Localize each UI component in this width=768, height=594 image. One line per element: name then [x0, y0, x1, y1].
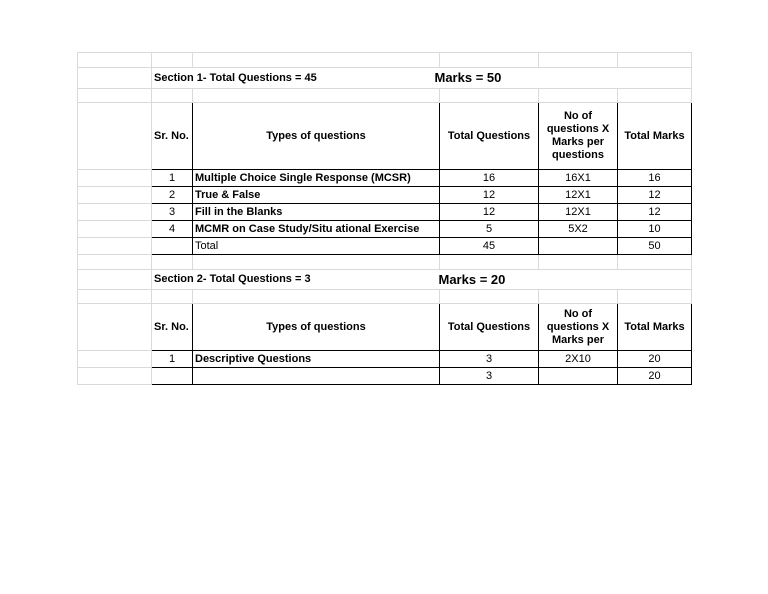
header-sr-no: Sr. No. — [152, 103, 193, 170]
cell-calc: 12X1 — [539, 204, 618, 221]
header-total-questions: Total Questions — [440, 304, 539, 351]
table-row — [78, 187, 692, 204]
cell-sr: 2 — [152, 187, 193, 204]
total-row — [78, 368, 692, 385]
cell-total-questions: 12 — [440, 204, 539, 221]
section1-table-header — [78, 103, 692, 170]
cell-total-marks: 12 — [618, 187, 692, 204]
cell-total-marks: 20 — [618, 368, 692, 385]
cell-type: Fill in the Blanks — [193, 204, 440, 221]
section2-marks: Marks = 20 — [438, 272, 506, 287]
cell-total-marks: 16 — [618, 170, 692, 187]
cell-total-marks: 20 — [618, 351, 692, 368]
cell-type: Multiple Choice Single Response (MCSR) — [193, 170, 440, 187]
cell-total-questions: 3 — [440, 351, 539, 368]
cell-type: Descriptive Questions — [193, 351, 440, 368]
section1-title-text: Section 1- Total Questions = 45 — [154, 71, 317, 84]
cell-calc: 2X10 — [539, 351, 618, 368]
header-types: Types of questions — [193, 103, 440, 170]
cell-total-label: Total — [193, 238, 440, 255]
section1-heading-row — [78, 68, 692, 89]
spreadsheet-grid — [77, 52, 692, 385]
total-row — [78, 238, 692, 255]
cell-sr: 1 — [152, 351, 193, 368]
section1-marks: Marks = 50 — [434, 70, 502, 85]
empty-row — [78, 290, 692, 304]
table-row — [78, 170, 692, 187]
cell-calc: 16X1 — [539, 170, 618, 187]
cell-calc: 12X1 — [539, 187, 618, 204]
section2-heading-row — [78, 270, 692, 290]
empty-row — [78, 89, 692, 103]
table-row — [78, 221, 692, 238]
cell-total-questions: 5 — [440, 221, 539, 238]
header-total-marks: Total Marks — [618, 304, 692, 351]
header-total-questions: Total Questions — [440, 103, 539, 170]
cell-type: MCMR on Case Study/Situ ational Exercise — [193, 221, 440, 238]
table-row — [78, 204, 692, 221]
empty-row — [78, 53, 692, 68]
cell-type: True & False — [193, 187, 440, 204]
cell-total-questions: 45 — [440, 238, 539, 255]
header-sr-no: Sr. No. — [152, 304, 193, 351]
cell-sr: 3 — [152, 204, 193, 221]
section2-title-text: Section 2- Total Questions = 3 — [154, 273, 311, 285]
section2-table-header — [78, 304, 692, 351]
cell-calc: 5X2 — [539, 221, 618, 238]
cell-total-questions: 12 — [440, 187, 539, 204]
header-total-marks: Total Marks — [618, 103, 692, 170]
cell-sr: 4 — [152, 221, 193, 238]
cell-total-marks: 10 — [618, 221, 692, 238]
header-types: Types of questions — [193, 304, 440, 351]
table-row — [78, 351, 692, 368]
cell-total-marks: 12 — [618, 204, 692, 221]
header-questions-x-marks: No of questions X Marks per questions — [539, 103, 618, 170]
cell-sr: 1 — [152, 170, 193, 187]
cell-total-questions: 16 — [440, 170, 539, 187]
cell-total-questions: 3 — [440, 368, 539, 385]
empty-row — [78, 255, 692, 270]
cell-total-marks: 50 — [618, 238, 692, 255]
header-questions-x-marks: No of questions X Marks per — [539, 304, 618, 351]
